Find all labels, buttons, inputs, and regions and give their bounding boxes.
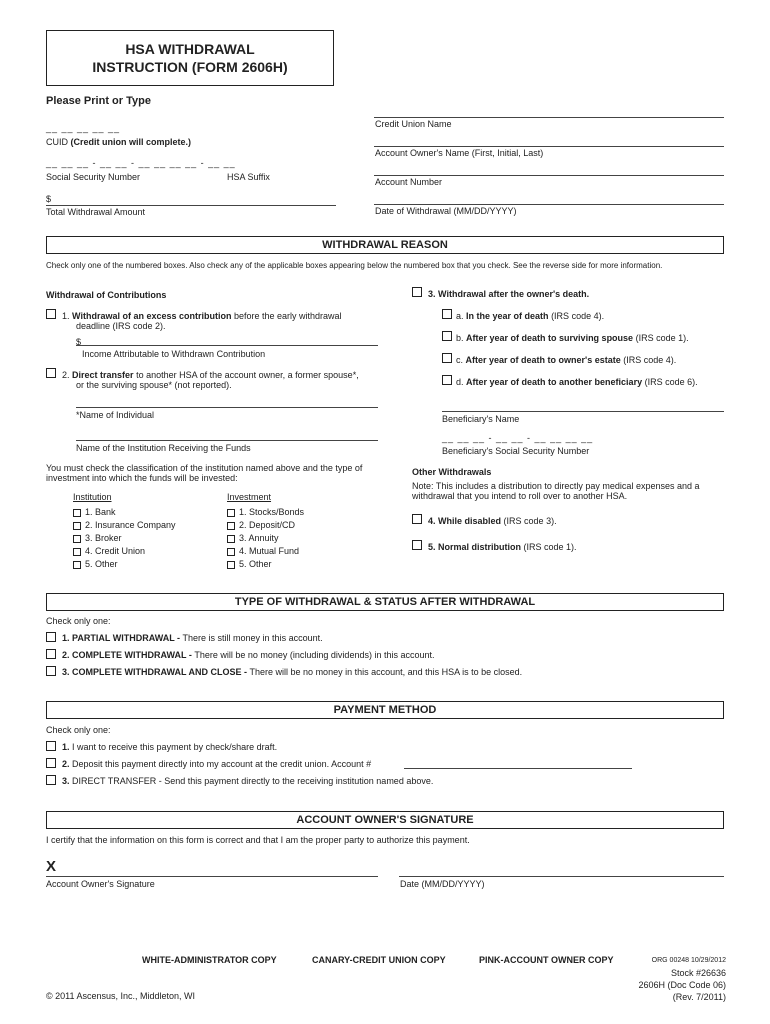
payment-transfer-text: 3. DIRECT TRANSFER - Send this payment directly to the receiving institution named above. (62, 776, 434, 786)
complete-withdrawal-checkbox[interactable] (46, 649, 56, 659)
item4-text: 4. While disabled (IRS code 3). (428, 516, 557, 526)
institution-heading: Institution (73, 492, 112, 502)
type-check-only-one: Check only one: (46, 616, 111, 626)
credit-union-name-field[interactable] (374, 117, 724, 118)
contributions-heading: Withdrawal of Contributions (46, 290, 167, 300)
form-title-line1: HSA WITHDRAWAL (125, 41, 255, 57)
investment-option-checkbox[interactable] (227, 522, 235, 530)
complete-close-checkbox[interactable] (46, 666, 56, 676)
stock-number: Stock #26636 (670, 968, 726, 978)
item3a-checkbox[interactable] (442, 309, 452, 319)
investment-option-checkbox[interactable] (227, 548, 235, 556)
item3c-text: c. After year of death to owner's estate (IRS code 4). (456, 355, 677, 365)
name-individual-label: *Name of Individual (76, 410, 155, 420)
institution-option-checkbox[interactable] (73, 548, 81, 556)
ssn-blanks[interactable]: __ __ __ - __ __ - __ __ __ __ - __ __ (46, 158, 236, 168)
cuid-blanks[interactable]: __ __ __ __ __ (46, 123, 121, 133)
beneficiary-name-field[interactable] (442, 411, 724, 412)
form-title (46, 30, 334, 86)
complete-withdrawal-text: 2. COMPLETE WITHDRAWAL - There will be no money (including dividends) in this account. (62, 650, 435, 660)
account-number-label: Account Number (375, 177, 443, 187)
withdrawal-date-field[interactable] (374, 204, 724, 205)
canary-copy-label: CANARY-CREDIT UNION COPY (312, 955, 446, 965)
print-or-type: Please Print or Type (46, 95, 151, 107)
signature-header: ACCOUNT OWNER'S SIGNATURE (46, 811, 724, 829)
revision: (Rev. 7/2011) (672, 992, 726, 1002)
partial-withdrawal-text: 1. PARTIAL WITHDRAWAL - There is still money in this account. (62, 633, 323, 643)
account-number-field[interactable] (374, 175, 724, 176)
item3-text: 3. Withdrawal after the owner's death. (428, 289, 590, 299)
partial-withdrawal-checkbox[interactable] (46, 632, 56, 642)
pink-copy-label: PINK-ACCOUNT OWNER COPY (479, 955, 614, 965)
beneficiary-ssn-blanks[interactable]: __ __ __ - __ __ - __ __ __ __ (442, 433, 594, 443)
investment-option-checkbox[interactable] (227, 535, 235, 543)
income-dollar: $ (76, 337, 82, 347)
investment-option[interactable]: 3. Annuity (227, 533, 279, 543)
beneficiary-ssn-label: Beneficiary's Social Security Number (442, 446, 590, 456)
copyright: © 2011 Ascensus, Inc., Middleton, WI (46, 991, 196, 1001)
form-title-line2: INSTRUCTION (FORM 2606H) (92, 59, 288, 75)
certify-text: I certify that the information on this form is correct and that I am the proper party to authorize this payment. (46, 835, 470, 845)
doc-code: 2606H (Doc Code 06) (638, 980, 726, 990)
beneficiary-name-label: Beneficiary's Name (442, 414, 520, 424)
item3d-checkbox[interactable] (442, 375, 452, 385)
withdrawal-reason-header: WITHDRAWAL REASON (46, 236, 724, 254)
item3b-text: b. After year of death to surviving spouse (IRS code 1). (456, 333, 689, 343)
complete-close-text: 3. COMPLETE WITHDRAWAL AND CLOSE - There will be no money in this account, and this HSA is to be closed. (62, 667, 523, 677)
hsa-suffix-label: HSA Suffix (227, 172, 270, 182)
payment-method-header: PAYMENT METHOD (46, 701, 724, 719)
income-label: Income Attributable to Withdrawn Contribution (82, 349, 266, 359)
withdrawal-reason-instructions: Check only one of the numbered boxes. Also check any of the applicable boxes appearing below the numbered box that you check. See the reverse side for more information. (46, 261, 663, 270)
institution-option[interactable]: 4. Credit Union (73, 546, 145, 556)
payment-check-checkbox[interactable] (46, 741, 56, 751)
institution-option[interactable]: 5. Other (73, 559, 118, 569)
institution-name-label: Name of the Institution Receiving the Funds (76, 443, 251, 453)
white-copy-label: WHITE-ADMINISTRATOR COPY (142, 955, 277, 965)
signature-label: Account Owner's Signature (46, 879, 155, 889)
payment-deposit-checkbox[interactable] (46, 758, 56, 768)
type-of-withdrawal-header: TYPE OF WITHDRAWAL & STATUS AFTER WITHDRAWAL (46, 593, 724, 611)
institution-option-checkbox[interactable] (73, 522, 81, 530)
investment-option[interactable]: 1. Stocks/Bonds (227, 507, 304, 517)
item3c-checkbox[interactable] (442, 353, 452, 363)
payment-check-text: 1. I want to receive this payment by check/share draft. (62, 742, 278, 752)
item2-text: 2. Direct transfer to another HSA of the account owner, a former spouse*, (62, 370, 359, 380)
ssn-label: Social Security Number (46, 172, 141, 182)
amount-field[interactable] (46, 205, 336, 206)
other-note2: withdrawal that you intend to roll over to another HSA. (412, 491, 628, 501)
owner-name-field[interactable] (374, 146, 724, 147)
item3b-checkbox[interactable] (442, 331, 452, 341)
item3d-text: d. After year of death to another beneficiary (IRS code 6). (456, 377, 698, 387)
org-code: ORG 00248 10/29/2012 (651, 957, 726, 964)
income-field[interactable] (76, 345, 378, 346)
item1-checkbox[interactable] (46, 309, 56, 319)
institution-option[interactable]: 1. Bank (73, 507, 116, 517)
item5-checkbox[interactable] (412, 540, 422, 550)
institution-name-field[interactable] (76, 440, 378, 441)
item2-checkbox[interactable] (46, 368, 56, 378)
credit-union-name-label: Credit Union Name (375, 119, 452, 129)
signature-date-field[interactable] (399, 876, 724, 877)
institution-option-checkbox[interactable] (73, 535, 81, 543)
institution-option-checkbox[interactable] (73, 561, 81, 569)
item4-checkbox[interactable] (412, 514, 422, 524)
investment-option[interactable]: 2. Deposit/CD (227, 520, 295, 530)
name-individual-field[interactable] (76, 407, 378, 408)
item2-line2: or the surviving spouse* (not reported). (76, 380, 232, 390)
amount-label: Total Withdrawal Amount (46, 207, 146, 217)
institution-option[interactable]: 2. Insurance Company (73, 520, 176, 530)
withdrawal-date-label: Date of Withdrawal (MM/DD/YYYY) (375, 206, 517, 216)
item5-text: 5. Normal distribution (IRS code 1). (428, 542, 577, 552)
institution-option-checkbox[interactable] (73, 509, 81, 517)
payment-transfer-checkbox[interactable] (46, 775, 56, 785)
payment-deposit-text: 2. Deposit this payment directly into my account at the credit union. Account # (62, 759, 372, 769)
item1-line2: deadline (IRS code 2). (76, 321, 166, 331)
investment-option-checkbox[interactable] (227, 561, 235, 569)
signature-date-label: Date (MM/DD/YYYY) (400, 879, 485, 889)
classification-text2: investment into which the funds will be invested: (46, 473, 238, 483)
item1-text: 1. Withdrawal of an excess contribution before the early withdrawal (62, 311, 342, 321)
item3-checkbox[interactable] (412, 287, 422, 297)
payment-check-only-one: Check only one: (46, 725, 111, 735)
signature-field[interactable] (46, 876, 378, 877)
cuid-label: CUID (Credit union will complete.) (46, 137, 192, 147)
investment-option[interactable]: 4. Mutual Fund (227, 546, 299, 556)
owner-name-label: Account Owner's Name (First, Initial, Last) (375, 148, 544, 158)
other-withdrawals-heading: Other Withdrawals (412, 467, 492, 477)
deposit-account-field[interactable] (404, 768, 632, 769)
signature-x-mark: X (46, 858, 57, 875)
other-note1: Note: This includes a distribution to directly pay medical expenses and a (412, 481, 700, 491)
institution-option[interactable]: 3. Broker (73, 533, 122, 543)
investment-heading: Investment (227, 492, 272, 502)
investment-option-checkbox[interactable] (227, 509, 235, 517)
amount-dollar: $ (46, 194, 52, 204)
investment-option[interactable]: 5. Other (227, 559, 272, 569)
classification-text1: You must check the classification of the institution named above and the type of (46, 463, 363, 473)
item3a-text: a. In the year of death (IRS code 4). (456, 311, 605, 321)
